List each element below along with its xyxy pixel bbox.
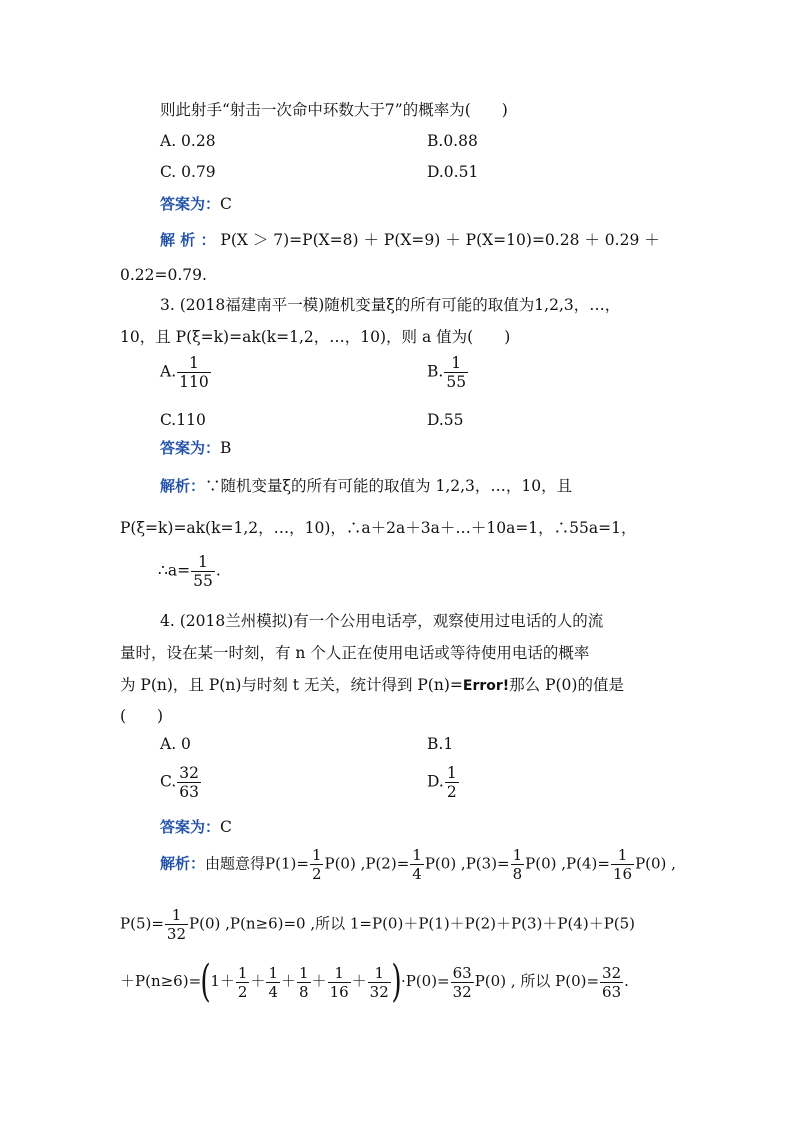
plus-sign: ＋: [280, 972, 296, 990]
solution-label: 解析：: [160, 477, 206, 495]
fraction-1-8: [511, 846, 525, 883]
denominator: 8: [299, 982, 309, 1001]
fraction-1-2: [236, 964, 250, 1001]
denominator: 2: [311, 865, 322, 883]
denominator: 2: [446, 783, 457, 801]
fraction-1-4: [410, 846, 424, 883]
fraction-1-4: [266, 964, 280, 1001]
fraction: [444, 354, 468, 391]
q4-stem-line-4: ( ): [120, 707, 164, 725]
solution-text: ∵随机变量ξ的所有可能的取值为 1,2,3，…，10，且: [205, 477, 573, 495]
numerator: 1: [268, 963, 278, 982]
numerator: 1: [334, 963, 344, 982]
solution-text: P(0) ,P(2)=: [324, 854, 410, 873]
denominator: 2: [237, 982, 248, 1001]
option-prefix: B.: [427, 362, 444, 381]
q2-option-b: B.0.88: [427, 132, 478, 150]
solution-text: ＋P(n≥6)=: [120, 972, 202, 990]
denominator: 16: [329, 982, 349, 1001]
option-prefix: C.: [160, 772, 177, 791]
denominator: 4: [412, 865, 422, 883]
solution-text: ∴a=: [158, 561, 191, 580]
numerator: 32: [602, 963, 622, 982]
denominator: 63: [179, 783, 199, 801]
denominator: 110: [179, 373, 209, 391]
option-prefix: A.: [160, 362, 177, 381]
answer-label: 答案为：: [160, 195, 221, 213]
denominator: 63: [602, 982, 622, 1001]
answer-value: B: [220, 439, 232, 457]
q4-stem-line-2: 量时，设在某一时刻，有 n 个人正在使用电话或等待使用电话的概率: [120, 644, 590, 662]
q4-option-a: A. 0: [160, 735, 191, 753]
denominator: 55: [446, 373, 467, 391]
answer-label: 答案为：: [160, 818, 221, 836]
q2-option-c: C. 0.79: [160, 163, 216, 181]
option-prefix: D.: [427, 772, 444, 791]
q2-answer: [160, 193, 232, 215]
answer-value: C: [220, 195, 232, 213]
q3-solution-line-3: [158, 553, 221, 590]
stem-text: 那么 P(0)的值是: [509, 676, 624, 694]
plus-sign: ＋: [311, 972, 327, 990]
numerator: 1: [311, 846, 322, 864]
plus-sign: ＋: [250, 972, 266, 990]
denominator: 32: [369, 982, 389, 1001]
solution-text: P(0) ,: [635, 854, 676, 873]
solution-label: 解 析 ：: [160, 231, 216, 249]
q3-option-a: [160, 354, 212, 391]
numerator: 1: [198, 553, 208, 571]
numerator: 1: [299, 963, 309, 982]
left-paren: (: [200, 956, 211, 1007]
solution-label: 解析：: [160, 854, 206, 873]
solution-text: ·P(0)=: [400, 972, 450, 990]
fraction: [445, 764, 459, 801]
numerator: 1: [446, 764, 457, 782]
numerator: 1: [374, 963, 384, 982]
solution-text: P(5)=: [120, 914, 164, 933]
solution-text: P(0) ,P(3)=: [424, 854, 510, 873]
q4-stem-line-1: 4. (2018兰州模拟)有一个公用电话亭，观察使用过电话的人的流: [160, 612, 604, 630]
q3-option-c: C.110: [160, 411, 206, 429]
numerator: 32: [179, 764, 199, 782]
denominator: 32: [166, 925, 187, 943]
q4-solution-line-3: [120, 956, 629, 1007]
q3-solution-line-1: [160, 475, 572, 497]
error-field: Error!: [462, 678, 510, 694]
numerator: 1: [237, 963, 248, 982]
q4-answer: [160, 816, 232, 838]
denominator: 8: [512, 865, 523, 883]
q4-stem-line-3: [120, 674, 624, 697]
solution-text: P(0) , 所以 P(0)=: [474, 972, 600, 990]
q4-option-c: [160, 764, 202, 801]
q3-answer: [160, 437, 231, 459]
plus-sign: ＋: [351, 972, 367, 990]
fraction: [191, 553, 215, 590]
q2-solution-line-1: [160, 229, 660, 251]
denominator: 16: [612, 865, 633, 883]
fraction-32-63: [600, 964, 623, 1001]
q4-solution-line-2: [120, 906, 635, 943]
solution-text: .: [215, 561, 221, 580]
denominator: 32: [452, 982, 472, 1001]
q3-stem-line-2: 10，且 P(ξ=k)=ak(k=1,2，…，10)，则 a 值为( ): [120, 328, 511, 346]
q3-option-b: [427, 354, 469, 391]
numerator: 1: [188, 354, 199, 372]
numerator: 1: [171, 906, 182, 924]
solution-text: P(0) ,P(n≥6)=0 ,所以 1=P(0)＋P(1)＋P(2)＋P(3)＋P(4)＋P(5): [189, 914, 636, 933]
q4-option-b: B.1: [427, 735, 454, 753]
fraction-1-16: [611, 846, 634, 883]
q2-stem: 则此射手“射击一次命中环数大于7”的概率为( ): [160, 101, 508, 119]
numerator: 1: [617, 846, 628, 864]
numerator: 1: [512, 846, 523, 864]
fraction-1-16: [328, 964, 351, 1001]
fraction-1-8: [297, 964, 311, 1001]
solution-text: P(0) ,P(4)=: [525, 854, 610, 873]
fraction-1-32: [165, 906, 188, 943]
q4-option-d: [427, 764, 460, 801]
answer-value: C: [220, 818, 232, 836]
term: 1: [210, 972, 220, 990]
denominator: 4: [268, 982, 278, 1001]
plus-sign: ＋: [219, 972, 235, 990]
denominator: 55: [193, 572, 213, 590]
numerator: 1: [412, 846, 422, 864]
fraction-1-2: [310, 846, 324, 883]
stem-text: 为 P(n)，且 P(n)与时刻 t 无关，统计得到 P(n)=: [120, 676, 463, 694]
solution-text: 由题意得P(1)=: [205, 854, 309, 873]
numerator: 1: [451, 354, 462, 372]
q4-solution-line-1: [160, 846, 676, 883]
right-paren: ): [391, 956, 402, 1007]
solution-text: .: [624, 972, 629, 990]
fraction: [177, 764, 201, 801]
q2-solution-line-2: 0.22=0.79.: [120, 266, 207, 284]
fraction-63-32: [451, 964, 474, 1001]
fraction-1-32: [368, 964, 391, 1001]
numerator: 63: [452, 963, 472, 982]
q3-stem-line-1: 3. (2018福建南平一模)随机变量ξ的所有可能的取值为1,2,3，…，: [160, 296, 621, 314]
fraction: [177, 354, 211, 391]
solution-text: P(X ＞ 7)=P(X=8) ＋ P(X=9) ＋ P(X=10)=0.28 ＋ 0.29 ＋: [220, 231, 660, 249]
q2-option-a: A. 0.28: [160, 132, 216, 150]
answer-label: 答案为：: [160, 439, 221, 457]
q3-solution-line-2: P(ξ=k)=ak(k=1,2，…，10)，∴a＋2a＋3a＋…＋10a=1，∴55a=1，: [120, 519, 637, 537]
q2-option-d: D.0.51: [427, 163, 479, 181]
q3-option-d: D.55: [427, 411, 464, 429]
